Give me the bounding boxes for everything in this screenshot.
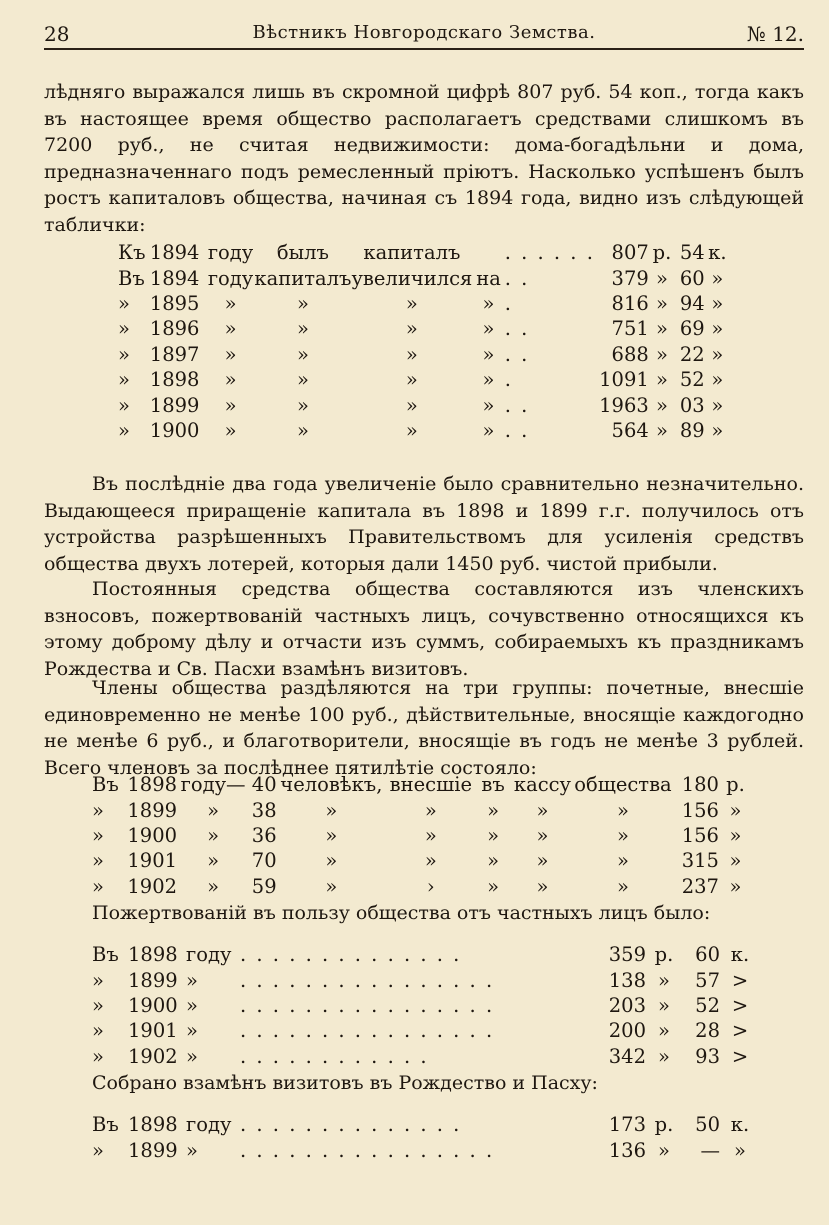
amount-kopecks: 94: [679, 291, 705, 315]
unit-cell: »: [729, 874, 742, 898]
amount-rubles: 203: [608, 993, 646, 1017]
word-cell: »: [325, 849, 338, 873]
table-row: [92, 1112, 760, 1137]
word-cell: »: [325, 874, 338, 898]
amount-rubles: 173: [608, 1113, 646, 1137]
unit-cell: »: [711, 418, 724, 442]
amount-rubles: 237: [681, 874, 719, 898]
donations-table: [92, 942, 760, 1069]
amount-rubles: 138: [608, 968, 646, 992]
table-row: [92, 942, 760, 967]
word-cell: »: [405, 342, 418, 366]
word-cell: увеличился: [351, 266, 473, 290]
word-cell: кассу: [513, 773, 572, 797]
word-cell: »: [536, 823, 549, 847]
table-row: [118, 291, 730, 316]
amount-rubles: 751: [611, 317, 649, 341]
word-cell: »: [296, 317, 309, 341]
row-prefix: »: [92, 968, 104, 992]
word-cell: »: [224, 291, 237, 315]
word-cell: году: [207, 241, 254, 265]
word-cell: »: [405, 368, 418, 392]
word-cell: »: [296, 368, 309, 392]
amount-rubles: 136: [608, 1138, 646, 1162]
word-cell: »: [186, 968, 198, 992]
unit-cell: »: [658, 993, 670, 1017]
year-cell: 1902: [127, 874, 178, 898]
row-prefix: Въ: [92, 943, 119, 967]
year-cell: 1899: [149, 393, 200, 417]
word-cell: году: [186, 1113, 232, 1137]
word-cell: году—: [180, 773, 246, 797]
table-row: [118, 367, 730, 392]
row-prefix: Въ: [92, 773, 119, 797]
amount-rubles: 688: [611, 342, 649, 366]
table-row: [118, 392, 730, 417]
row-prefix: »: [118, 368, 130, 392]
word-cell: капиталъ: [363, 241, 461, 265]
amount-kopecks: —: [700, 1138, 720, 1162]
amount-rubles: 200: [608, 1019, 646, 1043]
member-count: 70: [251, 849, 277, 873]
word-cell: »: [405, 418, 418, 442]
amount-rubles: 315: [681, 849, 719, 873]
unit-cell: »: [729, 798, 742, 822]
row-prefix: Къ: [118, 241, 146, 265]
word-cell: »: [482, 368, 495, 392]
table-row: [92, 772, 752, 797]
word-cell: внесшіе: [389, 773, 472, 797]
word-cell: »: [487, 849, 500, 873]
leader-dots: . . . . . . . . . . . . . . . .: [240, 993, 495, 1017]
amount-kopecks: 28: [695, 1019, 720, 1043]
word-cell: капиталъ: [254, 266, 352, 290]
word-cell: »: [207, 874, 220, 898]
word-cell: »: [482, 393, 495, 417]
word-cell: »: [424, 798, 437, 822]
word-cell: »: [487, 798, 500, 822]
table-row: [118, 316, 730, 341]
unit-cell: »: [656, 317, 668, 341]
unit-cell: »: [656, 266, 668, 290]
word-cell: году: [186, 943, 232, 967]
amount-kopecks: 54: [679, 241, 705, 265]
row-prefix: »: [92, 1138, 104, 1162]
amount-rubles: 342: [608, 1044, 646, 1068]
row-prefix: »: [92, 823, 104, 847]
unit-cell: »: [711, 393, 724, 417]
table-row: [92, 993, 760, 1018]
table-row: [92, 1044, 760, 1069]
year-cell: 1898: [149, 368, 200, 392]
table-row: [118, 342, 730, 367]
word-cell: »: [616, 823, 629, 847]
unit-cell: >: [731, 993, 749, 1017]
word-cell: »: [536, 798, 549, 822]
word-cell: »: [482, 317, 495, 341]
row-prefix: »: [92, 849, 104, 873]
table-row: [118, 240, 730, 265]
unit-cell: р.: [654, 1113, 674, 1137]
year-cell: 1899: [127, 798, 178, 822]
amount-kopecks: 57: [695, 968, 720, 992]
word-cell: »: [487, 874, 500, 898]
table-row: [118, 265, 730, 290]
table-row: [92, 848, 752, 873]
leader-dots: . .: [504, 317, 530, 341]
row-prefix: »: [92, 1019, 104, 1043]
row-prefix: Въ: [92, 1113, 119, 1137]
word-cell: »: [405, 317, 418, 341]
journal-title: Вѣстникъ Новгородскаго Земства.: [252, 22, 596, 43]
leader-dots: . . . . . . . . . . . .: [240, 1044, 429, 1068]
year-cell: 1896: [149, 317, 200, 341]
word-cell: »: [325, 798, 338, 822]
amount-rubles: 359: [608, 943, 646, 967]
word-cell: »: [616, 849, 629, 873]
word-cell: »: [186, 1044, 198, 1068]
word-cell: »: [536, 849, 549, 873]
table-row: [92, 967, 760, 992]
leader-dots: . . . . . . . . . . . . . . . .: [240, 1138, 495, 1162]
unit-cell: »: [711, 266, 724, 290]
word-cell: на: [476, 266, 501, 290]
word-cell: въ: [481, 773, 505, 797]
word-cell: »: [296, 342, 309, 366]
table-row: [92, 823, 752, 848]
unit-cell: »: [734, 1138, 746, 1162]
amount-rubles: 1091: [599, 368, 649, 392]
unit-cell: »: [656, 418, 668, 442]
word-cell: общества: [574, 773, 672, 797]
unit-cell: »: [658, 968, 670, 992]
word-cell: »: [207, 798, 220, 822]
amount-kopecks: 69: [679, 317, 705, 341]
amount-rubles: 1963: [599, 393, 649, 417]
unit-cell: »: [711, 291, 724, 315]
word-cell: »: [224, 342, 237, 366]
unit-cell: р.: [726, 773, 745, 797]
row-prefix: »: [92, 1044, 104, 1068]
word-cell: »: [536, 874, 549, 898]
unit-cell: >: [731, 968, 749, 992]
member-count: 40: [251, 773, 277, 797]
year-cell: 1899: [128, 1138, 178, 1162]
unit-cell: »: [656, 291, 668, 315]
amount-kopecks: 03: [679, 393, 705, 417]
leader-dots: . .: [504, 266, 530, 290]
year-cell: 1894: [149, 266, 200, 290]
word-cell: человѣкъ,: [280, 773, 383, 797]
word-cell: »: [405, 393, 418, 417]
row-prefix: »: [118, 342, 130, 366]
amount-rubles: 379: [611, 266, 649, 290]
table-row: [118, 418, 730, 443]
issue-number: № 12.: [746, 22, 804, 46]
row-prefix: »: [118, 418, 130, 442]
year-cell: 1897: [149, 342, 200, 366]
year-cell: 1900: [127, 823, 178, 847]
member-count: 38: [251, 798, 277, 822]
page-number: 28: [44, 22, 70, 46]
paragraph-sources: Постоянныя средства общества составляются изъ членскихъ взносовъ, пожертвованій частныхъ лицъ, сочувственно относящихся къ этому доброму дѣлу и отчасти изъ суммъ, собираемыхъ къ праздникамъ Рождества и Св. Пасхи взамѣнъ визитовъ.: [44, 578, 804, 680]
leader-dots: . . . . . . . . . . . . . . . .: [240, 968, 495, 992]
amount-kopecks: 50: [695, 1113, 720, 1137]
amount-kopecks: 22: [679, 342, 705, 366]
capital-table: [118, 240, 730, 443]
member-count: 59: [251, 874, 277, 898]
unit-cell: »: [656, 368, 668, 392]
row-prefix: Въ: [118, 266, 145, 290]
year-cell: 1894: [149, 241, 200, 265]
amount-kopecks: 52: [695, 993, 720, 1017]
unit-cell: »: [729, 849, 742, 873]
donations-heading: Пожертвованій въ пользу общества отъ частныхъ лицъ было:: [92, 902, 711, 924]
word-cell: году: [207, 266, 254, 290]
year-cell: 1898: [127, 773, 178, 797]
unit-cell: »: [656, 393, 668, 417]
leader-dots: . . . . . . . . . . . . . . . .: [240, 1019, 495, 1043]
unit-cell: »: [656, 342, 668, 366]
leader-dots: . .: [504, 393, 530, 417]
word-cell: »: [224, 393, 237, 417]
unit-cell: >: [731, 1019, 749, 1043]
paragraph-lotteries: Въ послѣдніе два года увеличеніе было сравнительно незначительно. Выдающееся приращеніе капитала въ 1898 и 1899 г.г. получилось отъ устройства разрѣшенныхъ Правительствомъ для усиленія средствъ общества двухъ лотерей, которыя дали 1450 руб. чистой прибыли.: [44, 473, 804, 575]
year-cell: 1899: [128, 968, 178, 992]
unit-cell: >: [731, 1044, 749, 1068]
row-prefix: »: [92, 993, 104, 1017]
amount-kopecks: 60: [695, 943, 720, 967]
word-cell: »: [482, 291, 495, 315]
amount-rubles: 807: [611, 241, 649, 265]
leader-dots: . .: [504, 342, 530, 366]
word-cell: »: [296, 393, 309, 417]
row-prefix: »: [118, 317, 130, 341]
year-cell: 1898: [128, 1113, 178, 1137]
table-row: [92, 1018, 760, 1043]
year-cell: 1898: [128, 943, 178, 967]
unit-cell: »: [658, 1019, 670, 1043]
word-cell: »: [482, 418, 495, 442]
unit-cell: р.: [652, 241, 672, 265]
members-table: [92, 772, 752, 899]
table-row: [92, 797, 752, 822]
word-cell: »: [207, 823, 220, 847]
word-cell: »: [186, 1138, 198, 1162]
word-cell: »: [224, 317, 237, 341]
year-cell: 1895: [149, 291, 200, 315]
word-cell: [472, 240, 504, 265]
amount-rubles: 156: [681, 823, 719, 847]
amount-rubles: 180: [681, 773, 719, 797]
row-prefix: »: [118, 291, 130, 315]
unit-cell: »: [711, 342, 724, 366]
word-cell: »: [186, 1019, 198, 1043]
leader-dots: . .: [504, 418, 530, 442]
leader-dots: . . . . . .: [504, 241, 595, 265]
word-cell: »: [325, 823, 338, 847]
word-cell: »: [482, 342, 495, 366]
word-cell: »: [487, 823, 500, 847]
word-cell: »: [616, 798, 629, 822]
word-cell: »: [424, 849, 437, 873]
amount-kopecks: 52: [679, 368, 705, 392]
visits-heading: Собрано взамѣнъ визитовъ въ Рождество и Пасху:: [92, 1072, 598, 1094]
header-rule: [44, 48, 804, 50]
table-row: [92, 874, 752, 899]
word-cell: »: [224, 418, 237, 442]
unit-cell: к.: [730, 1113, 750, 1137]
word-cell: »: [186, 993, 198, 1017]
unit-cell: р.: [654, 943, 674, 967]
amount-rubles: 816: [611, 291, 649, 315]
amount-kopecks: 89: [679, 418, 705, 442]
year-cell: 1901: [128, 1019, 178, 1043]
visits-table: [92, 1112, 760, 1163]
paragraph-members: Члены общества раздѣляются на три группы: почетные, внесшіе единовременно не менѣе 100 руб., дѣйствительные, вносящіе каждогодно не менѣе 6 руб., и благотворители, вносящіе въ годъ не менѣе 3 рублей. Всего членовъ за послѣднее пятилѣтіе состояло:: [44, 677, 804, 779]
word-cell: »: [296, 418, 309, 442]
word-cell: »: [424, 823, 437, 847]
unit-cell: »: [711, 317, 724, 341]
amount-rubles: 156: [681, 798, 719, 822]
year-cell: 1901: [127, 849, 178, 873]
unit-cell: к.: [730, 943, 750, 967]
word-cell: »: [296, 291, 309, 315]
word-cell: »: [405, 291, 418, 315]
word-cell: ›: [426, 874, 435, 898]
word-cell: »: [207, 849, 220, 873]
year-cell: 1900: [128, 993, 178, 1017]
unit-cell: »: [711, 368, 724, 392]
unit-cell: »: [658, 1138, 670, 1162]
unit-cell: »: [729, 823, 742, 847]
year-cell: 1900: [149, 418, 200, 442]
table-row: [92, 1137, 760, 1162]
amount-kopecks: 60: [679, 266, 705, 290]
leader-dots: . . . . . . . . . . . . . .: [240, 943, 462, 967]
unit-cell: к.: [708, 241, 727, 265]
amount-rubles: 564: [611, 418, 649, 442]
unit-cell: »: [658, 1044, 670, 1068]
word-cell: »: [616, 874, 629, 898]
amount-kopecks: 93: [695, 1044, 720, 1068]
row-prefix: »: [92, 798, 104, 822]
word-cell: »: [224, 368, 237, 392]
year-cell: 1902: [128, 1044, 178, 1068]
leader-dots: . . . . . . . . . . . . . .: [240, 1113, 462, 1137]
row-prefix: »: [118, 393, 130, 417]
leader-dots: .: [504, 368, 513, 392]
paragraph-intro: лѣдняго выражался лишь въ скромной цифрѣ 807 руб. 54 коп., тогда какъ въ настоящее время общество располагаетъ средствами слишкомъ въ 7200 руб., не считая недвижимости: дома-богадѣльни и дома, предназначеннаго подъ ремесленный пріютъ. Насколько успѣшенъ былъ ростъ капиталовъ общества, начиная съ 1894 года, видно изъ слѣдующей таблички:: [44, 81, 804, 236]
member-count: 36: [251, 823, 277, 847]
row-prefix: »: [92, 874, 104, 898]
leader-dots: .: [504, 291, 513, 315]
word-cell: былъ: [276, 241, 329, 265]
